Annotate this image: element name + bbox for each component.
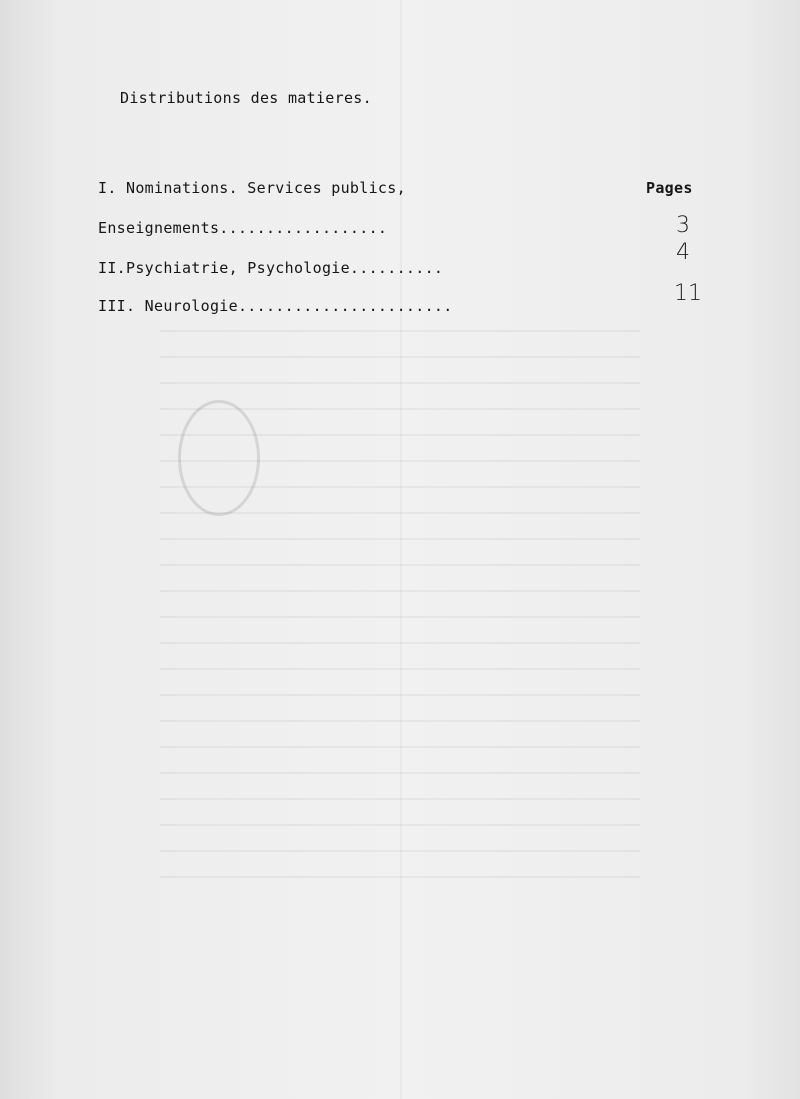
toc-line-psychiatrie: II.Psychiatrie, Psychologie.......... <box>98 259 444 277</box>
toc-heading: Distributions des matieres. <box>120 89 372 107</box>
toc-line-enseignements: Enseignements.................. <box>98 219 388 237</box>
pages-column-label: Pages <box>646 179 693 197</box>
toc-line-neurologie: III. Neurologie....................... <box>98 297 453 315</box>
faded-stamp <box>178 400 260 516</box>
toc-page-neurologie: 11 <box>674 281 702 306</box>
toc-line-nominations: I. Nominations. Services publics, <box>98 179 406 197</box>
toc-page-psychiatrie: 4 <box>676 240 690 265</box>
toc-page-enseignements: 3 <box>676 213 690 238</box>
